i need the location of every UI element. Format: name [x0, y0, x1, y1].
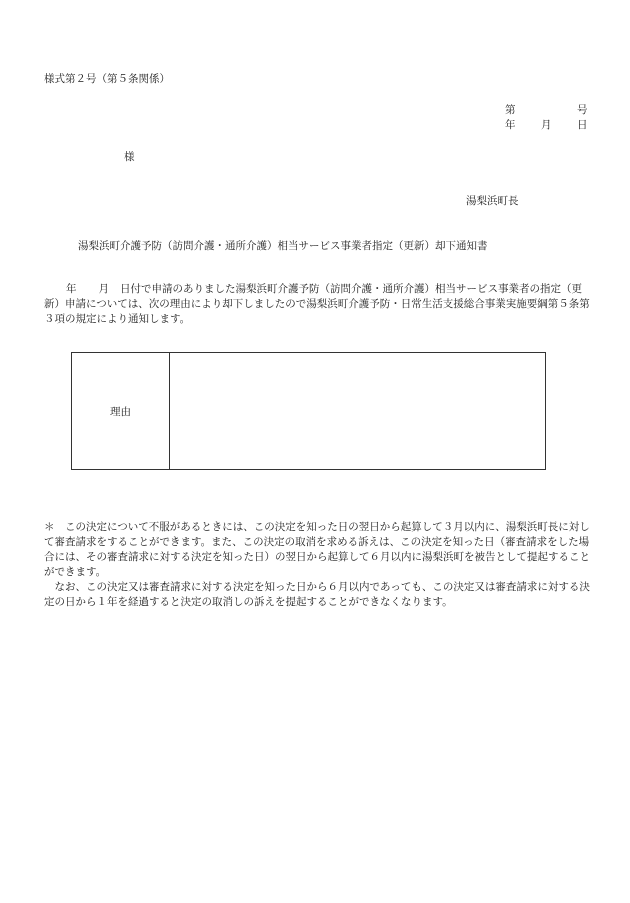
body-year-label: 年: [66, 283, 77, 295]
document-title: 湯梨浜町介護予防（訪問介護・通所介護）相当サービス事業者指定（更新）却下通知書: [78, 240, 488, 252]
document-number-prefix: 第: [505, 104, 516, 116]
date-year-label: 年: [505, 119, 516, 131]
notice: [44, 520, 592, 610]
notice-paragraph-1: ＊ この決定について不服があるときには、この決定を知った日の翌日から起算して３月以内に、湯梨浜町長に対して審査請求をすることができます。また、この決定の取消を求める訴えは、この決定を知った日（審査請求をした場合には、その審査請求に対する決定を知った日）の翌日から起算して６月以内に湯梨浜町を被告として提起することができます。: [44, 521, 590, 578]
body-month-label: 月: [98, 283, 109, 295]
date-month-label: 月: [541, 119, 552, 131]
body-paragraph: [44, 282, 592, 327]
reason-label: 理由: [72, 353, 170, 469]
body-text: 日付で申請のありました湯梨浜町介護予防（訪問介護・通所介護）相当サービス事業者の指定（更新）申請については、次の理由により却下しましたので湯梨浜町介護予防・日常生活支援総合事業実施要綱第５条第３項の規定により通知します。: [44, 283, 590, 325]
form-number: 様式第２号（第５条関係）: [44, 73, 170, 85]
addressee: 様: [124, 151, 135, 163]
issuer: 湯梨浜町長: [466, 195, 519, 207]
reason-table: [71, 352, 546, 470]
notice-paragraph-2: なお、この決定又は審査請求に対する決定を知った日から６月以内であっても、この決定又は審査請求に対する決定の日から１年を経過すると決定の取消しの訴えを提起することができなくなります。: [44, 581, 590, 608]
document-number-suffix: 号: [577, 104, 588, 116]
reason-value[interactable]: [170, 353, 545, 469]
date-day-label: 日: [577, 119, 588, 131]
